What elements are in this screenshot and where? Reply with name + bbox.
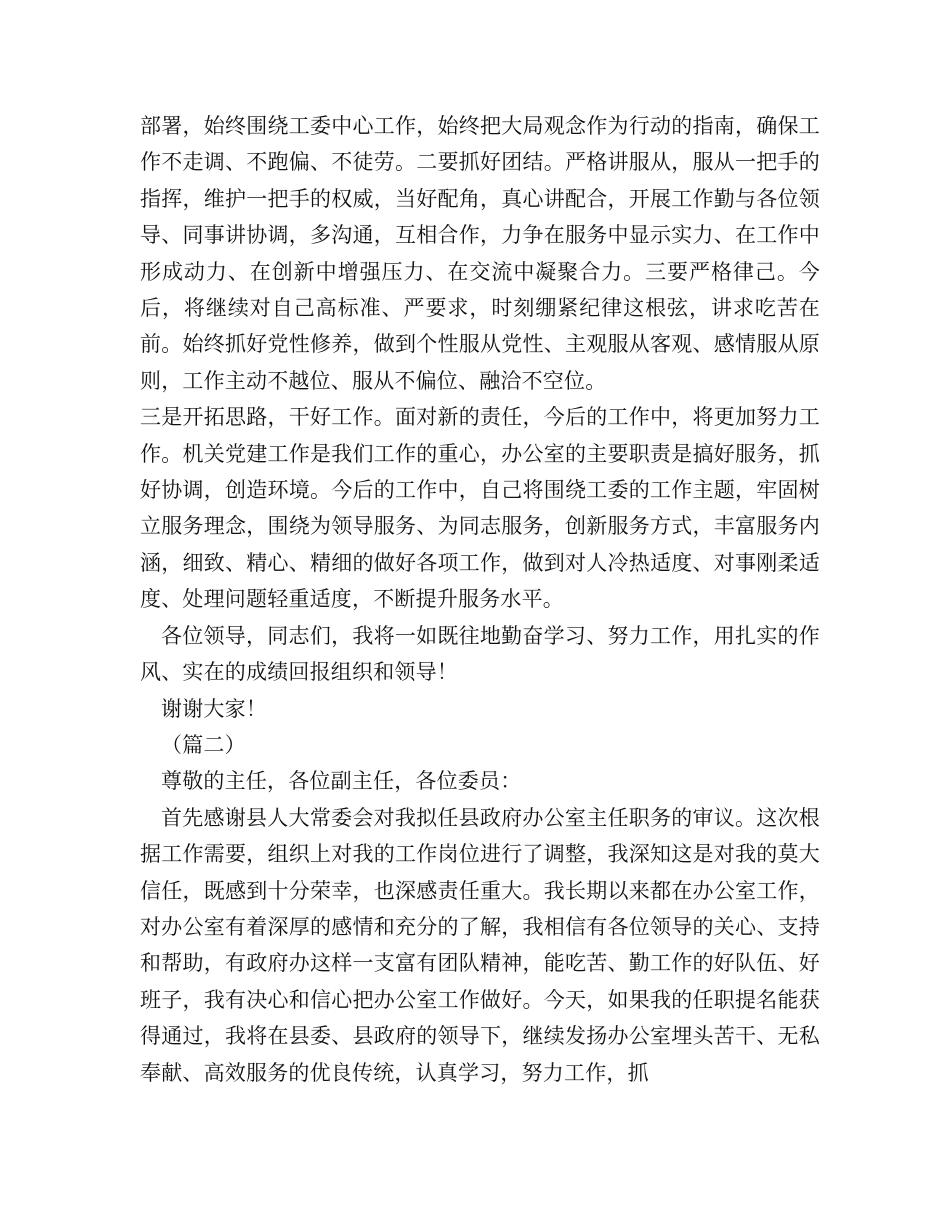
document-page <box>140 108 820 1091</box>
section-heading-part-two: （篇二） <box>161 732 246 757</box>
paragraph-work-discipline: 部署，始终围绕工委中心工作，始终把大局观念作为行动的指南，确保工作不走调、不跑偏、不徒劳。二要抓好团结。严格讲服从，服从一把手的指挥，维护一把手的权威，当好配角，真心讲配合，开展工作勤与各位领导、同事讲协调，多沟通，互相合作，力争在服务中显示实力、在工作中形成动力、在创新中增强压力、在交流中凝聚合力。三要严格律己。今后，将继续对自己高标准、严要求，时刻绷紧纪律这根弦，讲求吃苦在前。始终抓好党性修养，做到个性服从党性、主观服从客观、感情服从原则，工作主动不越位、服从不偏位、融洽不空位。 <box>140 114 820 393</box>
paragraph-closing-pledge: 各位领导，同志们，我将一如既往地勤奋学习、努力工作，用扎实的作风、实在的成绩回报组织和领导！ <box>140 623 820 685</box>
paragraph-opening-remarks: 首先感谢县人大常委会对我拟任县政府办公室主任职务的审议。这次根据工作需要，组织上对我的工作岗位进行了调整，我深知这是对我的莫大信任，既感到十分荣幸，也深感责任重大。我长期以来都在办公室工作，对办公室有着深厚的感情和充分的了解，我相信有各位领导的关心、支持和帮助，有政府办这样一支富有团队精神，能吃苦、勤工作的好队伍、好班子，我有决心和信心把办公室工作做好。今天，如果我的任职提名能获得通过，我将在县委、县政府的领导下，继续发扬办公室埋头苦干、无私奉献、高效服务的优良传统，认真学习，努力工作，抓 <box>140 805 820 1085</box>
paragraph-thanks: 谢谢大家！ <box>161 696 267 721</box>
paragraph-expand-thinking: 三是开拓思路，干好工作。面对新的责任，今后的工作中，将更加努力工作。机关党建工作是我们工作的重心，办公室的主要职责是搞好服务，抓好协调，创造环境。今后的工作中，自己将围绕工委的工作主题，牢固树立服务理念，围绕为领导服务、为同志服务，创新服务方式，丰富服务内涵，细致、精心、精细的做好各项工作，做到对人冷热适度、对事刚柔适度、处理问题轻重适度，不断提升服务水平。 <box>140 405 820 612</box>
paragraph-salutation: 尊敬的主任，各位副主任，各位委员： <box>161 769 522 794</box>
